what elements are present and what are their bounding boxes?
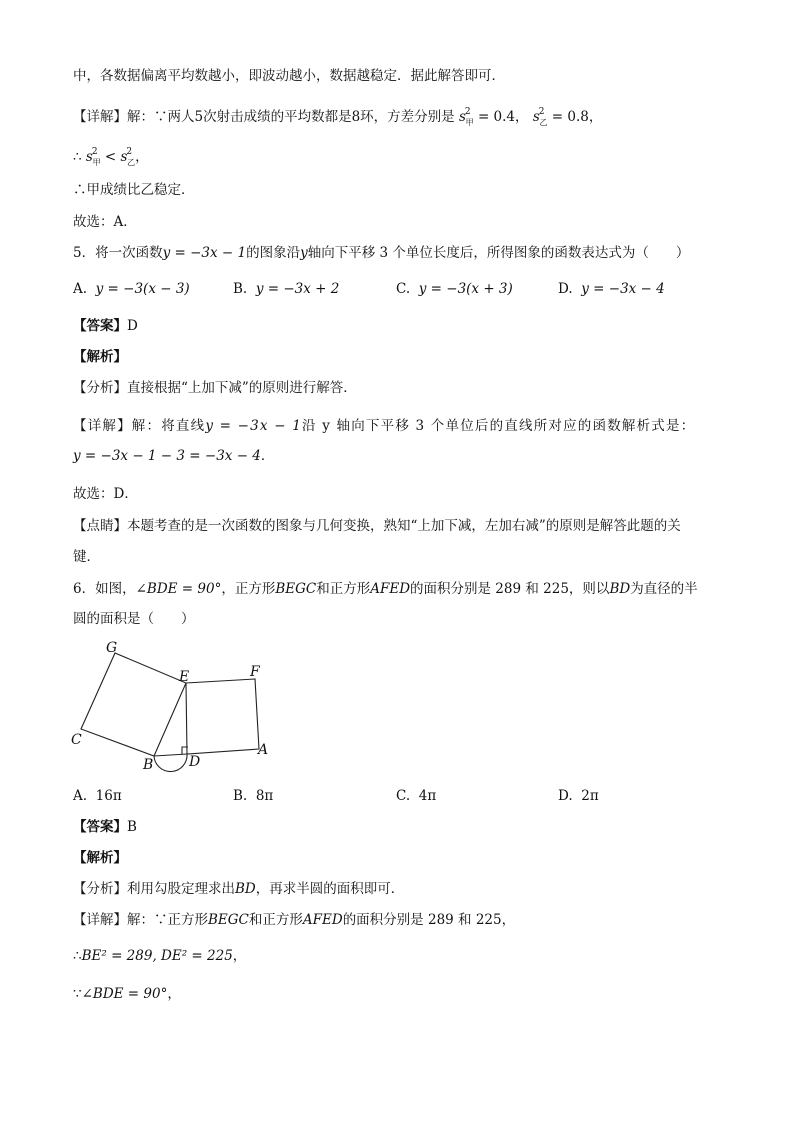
variance-jia-value: = 0.4 bbox=[477, 109, 516, 125]
square-afed bbox=[186, 679, 259, 754]
q5-choose: 故选：D． bbox=[73, 486, 138, 502]
variance-yi-value: = 0.8 bbox=[551, 109, 589, 125]
q6-square1: BEGC bbox=[275, 581, 317, 597]
option-label: B. bbox=[233, 281, 248, 297]
q6-answer bbox=[73, 817, 137, 837]
option-text: y = −3(x − 3) bbox=[95, 281, 190, 297]
q6-detail-post: 的面积分别是 289 和 225， bbox=[342, 912, 516, 928]
q5-equation: y = −3x − 1 bbox=[162, 245, 247, 261]
comma: ， bbox=[232, 948, 247, 964]
therefore-symbol: ∴ bbox=[73, 948, 82, 964]
label-d: D bbox=[189, 754, 201, 770]
answer-value: D bbox=[127, 318, 138, 334]
option-label: A. bbox=[73, 788, 88, 804]
q5-option-d bbox=[558, 279, 665, 299]
q5-fenxi: 【分析】直接根据“上加下减”的原则进行解答． bbox=[73, 380, 357, 396]
q5-answer bbox=[73, 316, 138, 336]
q6-eq2 bbox=[73, 984, 181, 1004]
label-b: B bbox=[143, 757, 154, 773]
q6-and: 和正方形 bbox=[316, 581, 371, 597]
label-g: G bbox=[106, 640, 118, 656]
square-begc bbox=[81, 653, 186, 756]
variance-compare-line: ∴ $s^2_甲 < s^2_乙$， bbox=[73, 147, 149, 167]
label-a: A bbox=[258, 742, 269, 758]
detail-label: 【详解】解：∵两人5次射击成绩的平均数都是8环，方差分别是 bbox=[73, 109, 455, 125]
semicircle bbox=[154, 754, 187, 772]
option-text: 16π bbox=[95, 788, 122, 804]
option-label: B. bbox=[233, 788, 248, 804]
detail-variance-line: 【详解】解：∵两人5次射击成绩的平均数都是8环，方差分别是 $s^2_甲 = 0.4$， $s^2_乙 = 0.8$， bbox=[73, 107, 603, 127]
q5-stem-post: 轴向下平移 3 个单位长度后，所得图象的函数表达式为（ ） bbox=[307, 245, 690, 261]
q6-stem-pre: 6．如图， bbox=[73, 581, 136, 597]
option-label: D. bbox=[558, 281, 573, 297]
q6-detail-pre: 【详解】解：∵正方形 bbox=[73, 912, 208, 928]
option-text: 4π bbox=[418, 788, 437, 804]
q5-detail bbox=[73, 416, 695, 436]
variance-jia: $s^2_甲$ bbox=[458, 107, 474, 127]
q6-stem bbox=[73, 579, 698, 599]
q6-fenxi bbox=[73, 879, 404, 899]
option-text: 2π bbox=[581, 788, 599, 804]
q5-stem-pre: 5．将一次函数 bbox=[73, 245, 163, 261]
answer-value: B bbox=[127, 819, 137, 835]
q5-option-b bbox=[233, 279, 339, 299]
q5-detail-pre: 【详解】解：将直线 bbox=[73, 418, 206, 434]
q6-option-c bbox=[396, 786, 436, 806]
q5-dianjing-cont: 键． bbox=[73, 549, 100, 565]
q6-detail bbox=[73, 910, 515, 930]
segment-bd bbox=[154, 754, 187, 756]
label-c: C bbox=[71, 732, 82, 748]
q6-fenxi-post: ，再求半圆的面积即可． bbox=[255, 881, 405, 897]
therefore-symbol: ∴ bbox=[73, 149, 82, 165]
comma: ， bbox=[167, 986, 181, 1002]
period: ． bbox=[260, 448, 275, 464]
option-text: y = −3x + 2 bbox=[255, 281, 340, 297]
q6-eq1 bbox=[73, 946, 246, 966]
option-text: y = −3(x + 3) bbox=[418, 281, 513, 297]
q5-stem-mid: 的图象沿 bbox=[246, 245, 301, 261]
variance-yi: $s^2_乙$ bbox=[532, 107, 548, 127]
q6-analysis-label: 【解析】 bbox=[73, 850, 127, 866]
q6-fenxi-bd: BD bbox=[235, 881, 256, 897]
q5-detail-eq2 bbox=[73, 446, 274, 466]
q6-option-b bbox=[233, 786, 273, 806]
q5-analysis-label: 【解析】 bbox=[73, 349, 127, 365]
q5-option-a bbox=[73, 279, 190, 299]
q6-stem-cont: 圆的面积是（ ） bbox=[73, 611, 195, 627]
label-f: F bbox=[250, 664, 260, 680]
q5-dianjing: 【点睛】本题考查的是一次函数的图象与几何变换，熟知“上加下减，左加右减”的原则是解答此题的关 bbox=[73, 518, 681, 534]
q6-option-d bbox=[558, 786, 599, 806]
q6-option-a bbox=[73, 786, 122, 806]
because-symbol: ∵ bbox=[73, 986, 82, 1002]
text-line: 故选：A． bbox=[73, 214, 137, 230]
option-text: 8π bbox=[255, 788, 274, 804]
option-label: D. bbox=[558, 788, 573, 804]
option-label: C. bbox=[396, 788, 411, 804]
q6-fenxi-pre: 【分析】利用勾股定理求出 bbox=[73, 881, 235, 897]
q6-stem-post: 的面积分别是 289 和 225，则以 bbox=[410, 581, 610, 597]
q6-bd: BD bbox=[609, 581, 631, 597]
option-label: A. bbox=[73, 281, 88, 297]
text-line: ∴甲成绩比乙稳定． bbox=[73, 182, 195, 198]
q6-equation2: ∠BDE = 90° bbox=[81, 986, 168, 1002]
q6-stem-mid: ，正方形 bbox=[221, 581, 276, 597]
q5-result-equation: y = −3x − 1 − 3 = −3x − 4 bbox=[73, 448, 261, 464]
q6-detail-and: 和正方形 bbox=[248, 912, 303, 928]
q5-stem bbox=[73, 243, 689, 263]
q5-detail-equation: y = −3x − 1 bbox=[205, 418, 303, 434]
q6-angle: ∠BDE = 90° bbox=[135, 581, 222, 597]
q6-stem-end: 为直径的半 bbox=[630, 581, 698, 597]
q5-detail-post: 沿 y 轴向下平移 3 个单位后的直线所对应的函数解析式是： bbox=[302, 418, 696, 434]
comma: ， bbox=[588, 109, 603, 125]
option-label: C. bbox=[396, 281, 411, 297]
q6-detail-square1: BEGC bbox=[208, 912, 249, 928]
text-line: 中，各数据偏离平均数越小，即波动越小，数据越稳定．据此解答即可． bbox=[73, 68, 505, 84]
answer-label: 【答案】 bbox=[73, 819, 127, 835]
option-text: y = −3x − 4 bbox=[581, 281, 665, 297]
answer-label: 【答案】 bbox=[73, 318, 127, 334]
q6-equation1: BE² = 289, DE² = 225 bbox=[81, 948, 233, 964]
q6-square2: AFED bbox=[370, 581, 411, 597]
q6-detail-square2: AFED bbox=[302, 912, 343, 928]
geometry-figure bbox=[68, 636, 278, 776]
label-e: E bbox=[179, 669, 190, 685]
q5-var: y bbox=[300, 245, 308, 261]
variance-compare: $s^2_甲 < s^2_乙$ bbox=[85, 147, 136, 167]
q5-option-c bbox=[396, 279, 513, 299]
